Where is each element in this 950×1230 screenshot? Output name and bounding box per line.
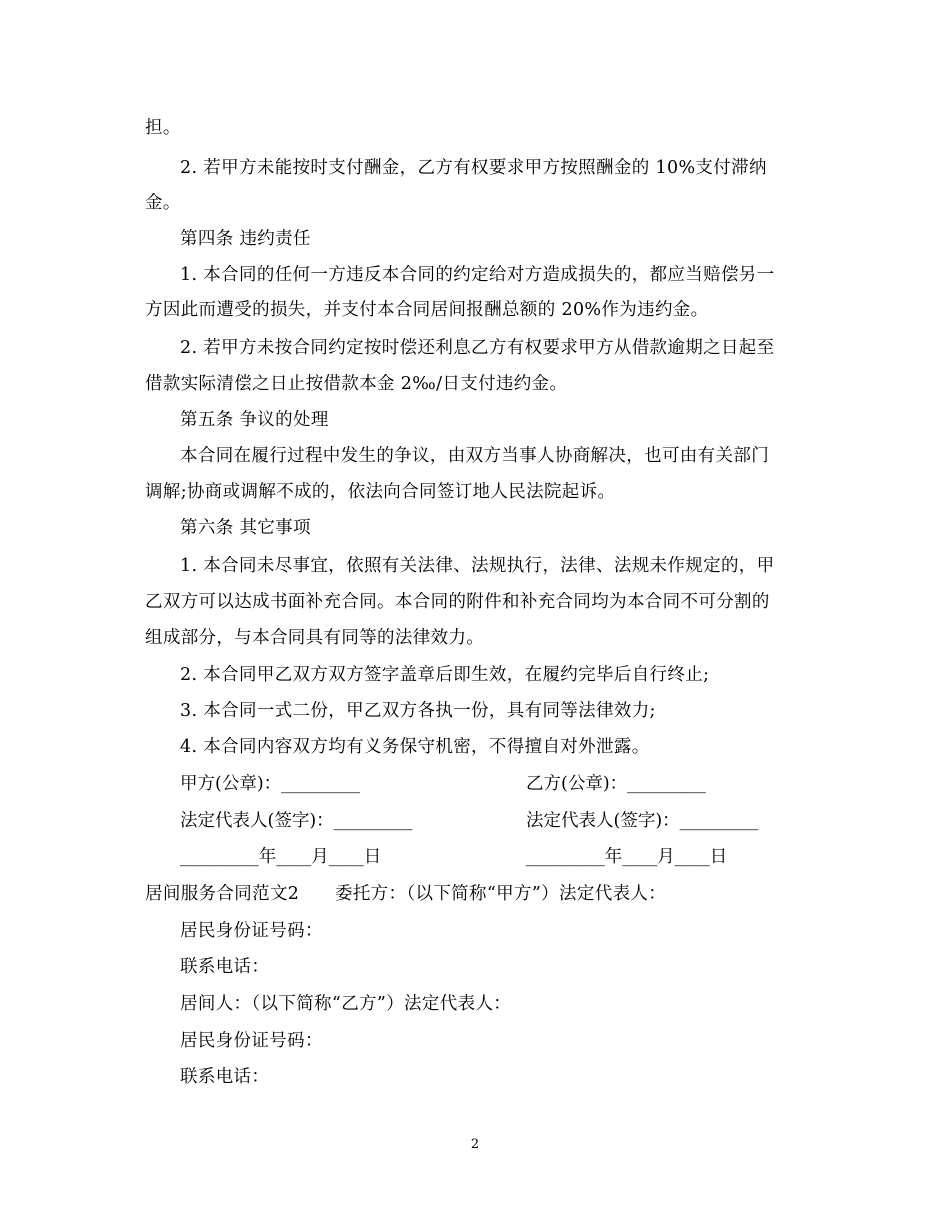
paragraph-line: 联系电话： [180, 957, 270, 977]
paragraph-line: 联系电话： [180, 1067, 270, 1087]
paragraph-line: 调解;协商或调解不成的，依法向合同签订地人民法院起诉。 [145, 482, 616, 502]
paragraph-line: 借款实际清偿之日止按借款本金 2‰/日支付违约金。 [145, 374, 568, 394]
section-heading: 第四条 违约责任 [180, 229, 311, 249]
party-b-date-field: _________年____月____日 [526, 847, 728, 867]
paragraph-line: 2. 若甲方未能按时支付酬金，乙方有权要求甲方按照酬金的 10%支付滞纳 [180, 158, 767, 178]
paragraph-line: 1. 本合同未尽事宜，依照有关法律、法规执行，法律、法规未作规定的，甲 [180, 556, 775, 576]
paragraph-line: 乙双方可以达成书面补充合同。本合同的附件和补充合同均为本合同不可分割的 [145, 592, 770, 612]
section-heading: 第六条 其它事项 [180, 518, 311, 538]
party-b-seal-field: 乙方(公章)：_________ [526, 774, 706, 794]
paragraph-line: 4. 本合同内容双方均有义务保守机密，不得擅自对外泄露。 [180, 737, 650, 757]
paragraph-line: 组成部分，与本合同具有同等的法律效力。 [145, 628, 485, 648]
paragraph-line: 居民身份证号码： [180, 1031, 323, 1051]
party-a-representative-field: 法定代表人(签字)：_________ [180, 811, 413, 831]
sample2-heading: 居间服务合同范文2 委托方：（以下简称“甲方”）法定代表人： [145, 884, 667, 904]
paragraph-line: 本合同在履行过程中发生的争议，由双方当事人协商解决，也可由有关部门 [180, 446, 770, 466]
paragraph-line: 1. 本合同的任何一方违反本合同的约定给对方造成损失的，都应当赔偿另一 [180, 265, 775, 285]
page-number: 2 [470, 1137, 480, 1152]
section-heading: 第五条 争议的处理 [180, 410, 329, 430]
paragraph-line: 金。 [145, 193, 181, 213]
paragraph-line: 方因此而遭受的损失，并支付本合同居间报酬总额的 20%作为违约金。 [145, 300, 709, 320]
paragraph-line: 2. 若甲方未按合同约定按时偿还利息乙方有权要求甲方从借款逾期之日起至 [180, 338, 775, 358]
paragraph-line: 居间人：（以下简称“乙方”）法定代表人： [180, 994, 512, 1014]
paragraph-line: 担。 [145, 118, 181, 138]
party-b-representative-field: 法定代表人(签字)：_________ [526, 811, 759, 831]
party-a-seal-field: 甲方(公章)：_________ [180, 774, 360, 794]
party-a-date-field: _________年____月____日 [180, 847, 382, 867]
paragraph-line: 3. 本合同一式二份，甲乙双方各执一份，具有同等法律效力; [180, 701, 656, 721]
paragraph-line: 2. 本合同甲乙双方双方签字盖章后即生效，在履约完毕后自行终止; [180, 665, 710, 685]
paragraph-line: 居民身份证号码： [180, 921, 323, 941]
